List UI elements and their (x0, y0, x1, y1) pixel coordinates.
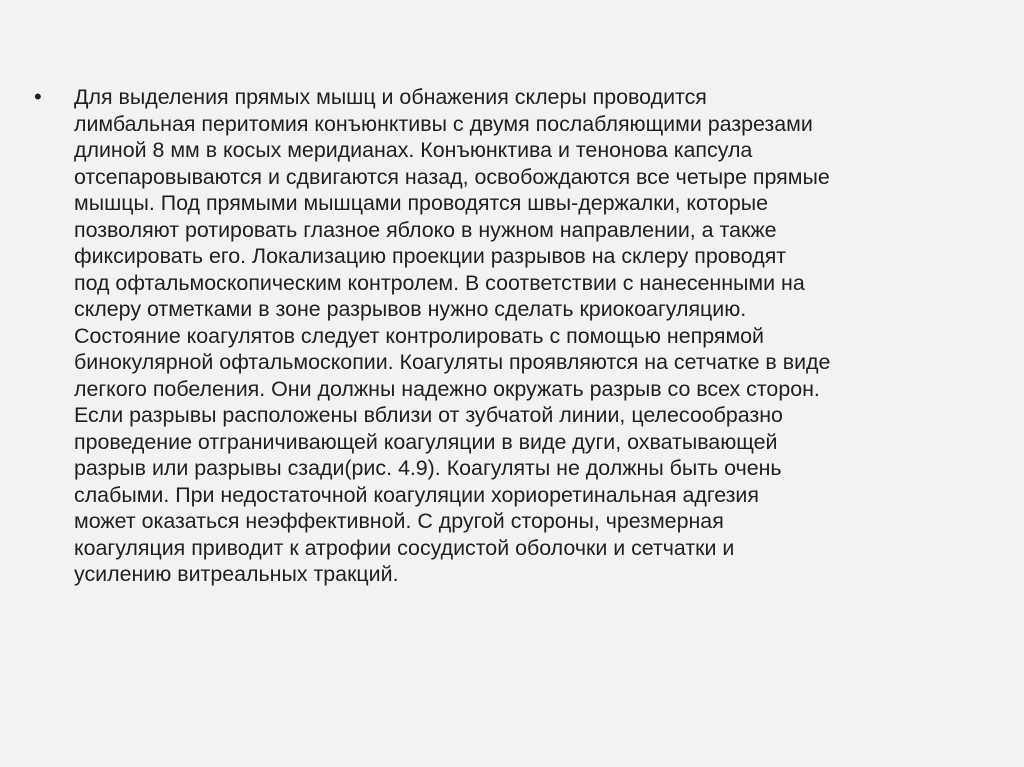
bullet-dot-icon: • (34, 84, 42, 109)
paragraph-line: разрыв или разрывы сзади(рис. 4.9). Коагуляты не должны быть очень (74, 456, 782, 480)
paragraph-line: отсепаровываются и сдвигаются назад, освобождаются все четыре прямые (74, 164, 830, 189)
paragraph-line: длиной 8 мм в косых меридианах. Конъюнктива и тенонова капсула (74, 138, 753, 162)
paragraph-line: лимбальная перитомия конъюнктивы с двумя послабляющими разрезами (74, 111, 813, 136)
bullet-item (34, 84, 974, 588)
paragraph-line: коагуляция приводит к атрофии сосудистой оболочки и сетчатки и (74, 535, 735, 560)
paragraph-line: легкого побеления. Они должны надежно окружать разрыв со всех сторон. (74, 376, 820, 401)
paragraph-line: склеру отметками в зоне разрывов нужно сделать криокоагуляцию. (74, 297, 747, 321)
paragraph-line: Для выделения прямых мышц и обнажения склеры проводится (74, 85, 707, 109)
paragraph-line: мышцы. Под прямыми мышцами проводятся швы-держалки, которые (74, 191, 769, 215)
paragraph-line: усилению витреальных тракций. (74, 562, 399, 586)
paragraph-line: Состояние коагулятов следует контролировать с помощью непрямой (74, 323, 765, 348)
body-paragraph (74, 84, 974, 588)
paragraph-line: бинокулярной офтальмоскопии. Коагуляты проявляются на сетчатке в виде (74, 350, 831, 374)
paragraph-line: под офтальмоскопическим контролем. В соответствии с нанесенными на (74, 270, 805, 295)
paragraph-line: проведение отграничивающей коагуляции в виде дуги, охватывающей (74, 429, 778, 454)
paragraph-line: может оказаться неэффективной. С другой стороны, чрезмерная (74, 509, 724, 533)
paragraph-line: позволяют ротировать глазное яблоко в нужном направлении, а также (74, 217, 777, 242)
paragraph-line: фиксировать его. Локализацию проекции разрывов на склеру проводят (74, 244, 787, 268)
paragraph-line: Если разрывы расположены вблизи от зубчатой линии, целесообразно (74, 403, 783, 427)
paragraph-line: слабыми. При недостаточной коагуляции хориоретинальная адгезия (74, 482, 759, 507)
